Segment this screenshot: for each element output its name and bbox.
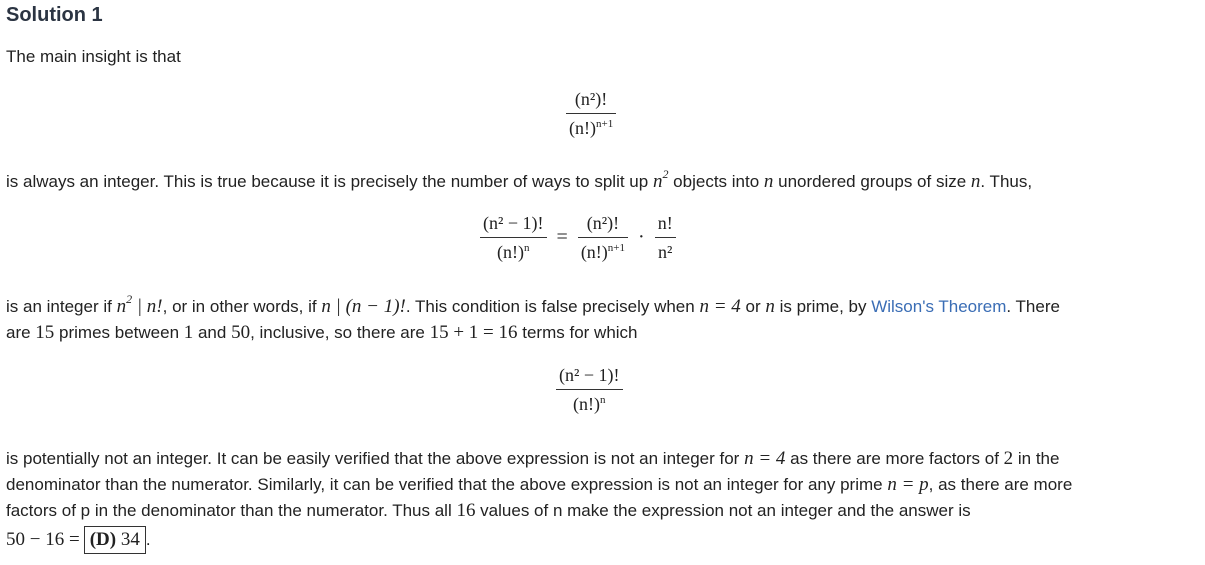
math-condition-1: $n^2$ | n!	[116, 291, 163, 317]
math-value: 16	[456, 500, 476, 521]
final-answer-line	[6, 526, 151, 554]
math-value: 1	[183, 322, 194, 343]
text: , inclusive, so there are	[250, 323, 430, 342]
math-condition-3: n = 4	[699, 296, 741, 317]
math-n: n	[765, 296, 775, 317]
math-n-squared: $n^2$	[652, 166, 669, 192]
equals-sign: =	[556, 226, 568, 248]
display-fraction-1	[566, 88, 616, 139]
text: and	[193, 323, 232, 342]
math-n-equals-p: n = p	[887, 474, 929, 495]
text: , or in other words, if	[162, 297, 322, 316]
text: objects into	[668, 172, 764, 191]
boxed-answer	[84, 526, 146, 554]
lhs-fraction	[480, 212, 547, 263]
rhs-fraction-2	[655, 212, 676, 263]
math-n: n	[970, 171, 981, 192]
math-sum: 15 + 1 = 16	[429, 322, 518, 343]
paragraph-line-3	[6, 291, 1060, 319]
fraction-denominator	[566, 114, 616, 139]
display-fraction-3	[556, 364, 623, 415]
fraction-numerator: (n² − 1)!	[556, 364, 623, 390]
text: as there are more factors of	[785, 449, 1004, 468]
text: values of n make the expression not an integer and the answer is	[475, 501, 971, 520]
fraction-denominator: $(n!)^n$	[497, 242, 530, 262]
text: denominator than the numerator. Similarly, it can be verified that the above expression is not an integer for any prime	[6, 475, 888, 494]
text: . There	[1006, 297, 1060, 316]
fraction-denominator: $(n!)^n$	[573, 394, 606, 414]
fraction	[566, 88, 616, 139]
text: , as there are more	[928, 475, 1073, 494]
text: is prime, by	[774, 297, 872, 316]
math-value: 50	[231, 322, 251, 343]
wilsons-theorem-link[interactable]: Wilson's Theorem	[871, 297, 1007, 316]
math-value: 15	[35, 322, 55, 343]
solution-heading: Solution 1	[6, 4, 103, 26]
fraction-numerator: (n²)!	[578, 212, 628, 238]
paragraph-line-7	[6, 498, 971, 523]
fraction-denominator: n²	[657, 242, 673, 262]
text: primes between	[54, 323, 184, 342]
text: in the	[1013, 449, 1060, 468]
rhs-fraction-1	[578, 212, 628, 263]
fraction-numerator: n!	[655, 212, 676, 238]
den-base: (n!)	[569, 118, 596, 138]
math-n: n	[763, 171, 774, 192]
text: . This condition is false precisely when	[405, 297, 700, 316]
answer-letter: (D)	[89, 529, 117, 550]
text: . Thus,	[980, 172, 1033, 191]
math-condition-2: n | (n − 1)!	[321, 296, 406, 317]
fraction	[556, 364, 623, 415]
text: is potentially not an integer. It can be easily verified that the above expression is not an integer for	[6, 449, 745, 468]
fraction-numerator: (n² − 1)!	[480, 212, 547, 238]
text: is an integer if	[6, 297, 117, 316]
text: terms for which	[517, 323, 638, 342]
paragraph-line-2	[6, 166, 1033, 194]
math-value: 2	[1003, 448, 1014, 469]
text: or	[740, 297, 766, 316]
final-period: .	[145, 530, 151, 549]
paragraph-line-4	[6, 320, 638, 345]
paragraph-line-5	[6, 446, 1059, 471]
fraction-denominator: $(n!)^{n+1}$	[580, 242, 626, 262]
math-n-equals-4: n = 4	[744, 448, 786, 469]
text: unordered groups of size	[773, 172, 971, 191]
intro-text: The main insight is that	[6, 47, 181, 66]
fraction-numerator: (n²)!	[566, 88, 616, 114]
final-expression: 50 − 16 =	[6, 529, 80, 550]
den-exponent: n+1	[595, 118, 614, 130]
dot-operator: ·	[638, 226, 645, 248]
text: factors of p in the denominator than the numerator. Thus all	[6, 501, 457, 520]
answer-value: 34	[120, 529, 140, 550]
text: are	[6, 323, 36, 342]
text: is always an integer. This is true because it is precisely the number of ways to split up	[6, 172, 653, 191]
paragraph-line-6	[6, 472, 1072, 497]
display-equation-2	[480, 212, 676, 263]
